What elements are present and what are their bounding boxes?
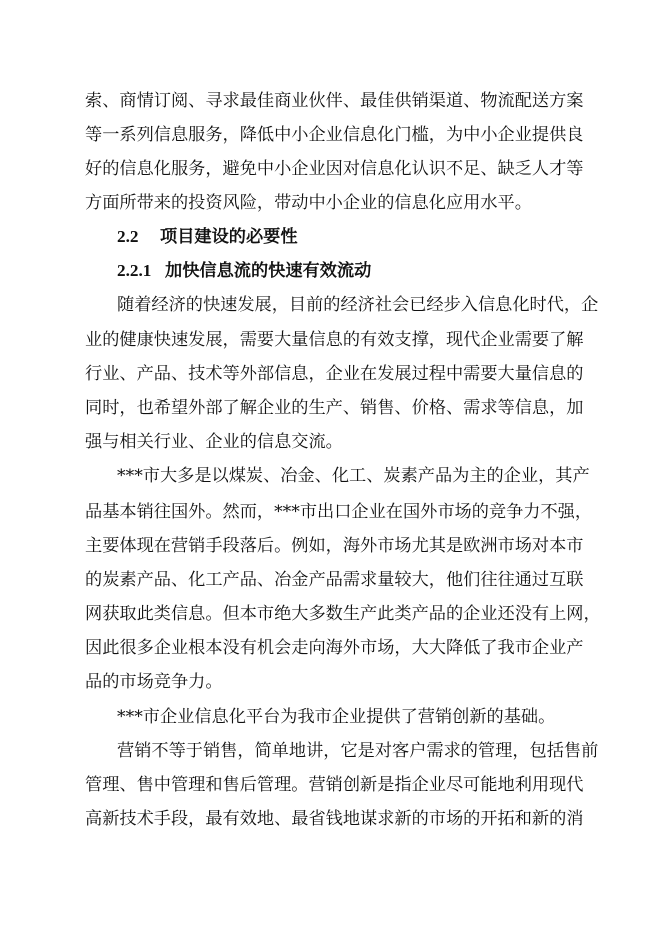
body-text-line: 强与相关行业、企业的信息交流。 — [85, 432, 343, 452]
body-text-line: 品基本销往国外。然而，***市出口企业在国外市场的竞争力不强， — [85, 502, 593, 522]
section-number: 2.2.1 — [117, 261, 152, 280]
body-text-line: 网获取此类信息。但本市绝大多数生产此类产品的企业还没有上网， — [85, 604, 601, 624]
section-title: 加快信息流的快速有效流动 — [165, 261, 372, 281]
body-text-line: ***市企业信息化平台为我市企业提供了营销创新的基础。 — [117, 707, 556, 727]
body-text-line: 因此很多企业根本没有机会走向海外市场，大大降低了我市企业产 — [85, 638, 584, 658]
body-text-line: 随着经济的快速发展，目前的经济社会已经步入信息化时代，企 — [117, 295, 599, 315]
body-text-line: 方面所带来的投资风险，带动中小企业的信息化应用水平。 — [85, 193, 532, 213]
body-text-line: 等一系列信息服务，降低中小企业信息化门槛，为中小企业提供良 — [85, 125, 584, 145]
body-text-line: 行业、产品、技术等外部信息，企业在发展过程中需要大量信息的 — [85, 364, 584, 384]
section-title: 项目建设的必要性 — [160, 227, 298, 247]
body-text-line: 高新技术手段，最有效地、最省钱地谋求新的市场的开拓和新的消 — [85, 809, 584, 829]
body-text-line: 索、商情订阅、寻求最佳商业伙伴、最佳供销渠道、物流配送方案 — [85, 91, 584, 111]
body-text-line: 管理、售中管理和售后管理。营销创新是指企业尽可能地利用现代 — [85, 775, 584, 795]
body-text-line: 同时，也希望外部了解企业的生产、销售、价格、需求等信息，加 — [85, 398, 584, 418]
body-text-line: 好的信息化服务，避免中小企业因对信息化认识不足、缺乏人才等 — [85, 159, 584, 179]
body-text-line: 业的健康快速发展，需要大量信息的有效支撑，现代企业需要了解 — [85, 330, 584, 350]
body-text-line: 主要体现在营销手段落后。例如，海外市场尤其是欧洲市场对本市 — [85, 536, 584, 556]
body-text-line: ***市大多是以煤炭、冶金、化工、炭素产品为主的企业，其产 — [117, 466, 590, 486]
section-number: 2.2 — [117, 227, 139, 246]
body-text-line: 营销不等于销售，简单地讲，它是对客户需求的管理，包括售前 — [117, 741, 599, 761]
body-text-line: 的炭素产品、化工产品、冶金产品需求量较大，他们往往通过互联 — [85, 570, 584, 590]
body-text-line: 品的市场竞争力。 — [85, 672, 223, 692]
